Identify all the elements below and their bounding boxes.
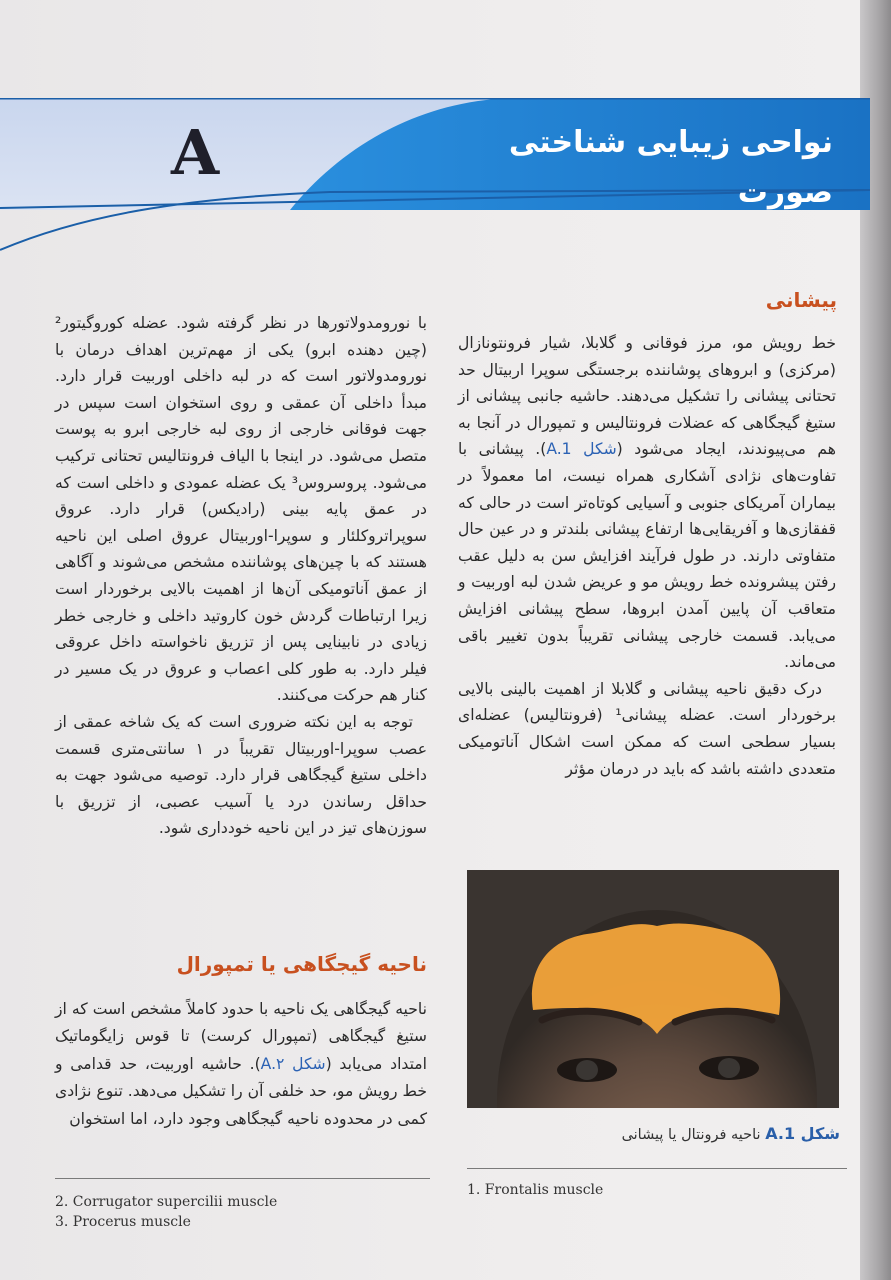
forehead-paragraph-2: درک دقیق ناحیه پیشانی و گلابلا از اهمیت بالینی بالایی برخوردار است. عضله پیشانی¹ (فرونتالیس) عضله‌ای بسیار سطحی است که ممکن است اشکال آناتومیکی متعددی داشته باشد که باید در درمان مؤثر <box>458 679 836 778</box>
figure-a1-link[interactable]: شکل A.1 <box>546 440 617 459</box>
chapter-letter: A <box>170 116 220 189</box>
temporal-text <box>55 996 427 1133</box>
figure-frontal-region-photo <box>467 870 839 1108</box>
footnote-procerus: 3. Procerus muscle <box>55 1214 191 1230</box>
forehead-heading: پیشانی <box>765 288 837 312</box>
figure-caption <box>470 1120 840 1148</box>
face-illustration <box>467 870 839 1108</box>
chapter-title: نواحی زیبایی شناختی صورت <box>508 125 833 210</box>
footnote-divider-right <box>467 1168 847 1169</box>
footnote-divider-left <box>55 1178 430 1179</box>
temporal-text-1: ناحیه گیجگاهی یک ناحیه با حدود کاملاً مشخص است که از ستیغ گیجگاهی (تمپورال کرست) تا قوس زایگوماتیک امتداد می‌یابد ( <box>55 1000 427 1073</box>
left-column <box>55 310 427 842</box>
figure-number: شکل A.1 <box>765 1124 840 1143</box>
right-column <box>458 318 836 782</box>
forehead-paragraph-1 <box>458 330 836 676</box>
forehead-text-2: ). پیشانی با تفاوت‌های نژادی آشکاری همراه نیست، اما معمولاً در بیماران آمریکای جنوبی و آسیایی کوتاه‌تر است در حالی که قفقازی‌ها و آفریقایی‌ها ارتفاع پیشانی بلندتر و در عین حال متفاوتی دارند. در طول فرآیند افزایش سن به دلیل عقب رفتن پیشرونده خط رویش مو و عریض شدن لبه اوربیت و متعاقب آن پایین آمدن ابروها، سطح پیشانی افزایش می‌یابد. قسمت خارجی پیشانی تقریباً بدون تغییر باقی می‌ماند. <box>458 440 836 672</box>
forehead-text-1: خط رویش مو، مرز فوقانی و گلابلا، شیار فرونتونازال (مرکزی) و ابروهای پوشاننده برجستگی سوپرا اربیتال حد تحتانی پیشانی را تشکیل می‌دهند. حاشیه جانبی پیشانی از ستیغ گیجگاهی که عضلات فرونتالیس و تمپورال در آنجا به هم می‌پیوندند، ایجاد می‌شود ( <box>458 334 836 459</box>
temporal-text-2: ). حاشیه اوربیت، حد قدامی و خط رویش مو، حد خلفی آن را تشکیل می‌دهد. تنوع نژادی کمی در محدوده ناحیه گیجگاهی وجود دارد، اما استخوان <box>55 1054 427 1128</box>
temporal-heading: ناحیه گیجگاهی یا تمپورال <box>176 952 427 976</box>
left-paragraph-1: با نورومدولاتورها در نظر گرفته شود. عضله کوروگیتور² (چین دهنده ابرو) یکی از مهم‌ترین اهداف درمان با نورومدولاتور است که در لبه داخلی اوربیت قرار دارد. مبدأ داخلی آن عمقی و روی استخوان است سپس در جهت فوقانی خارجی از روی لبه خارجی ابرو به پوست متصل می‌شود. در اینجا با الیاف فرونتالیس تحتانی ترکیب می‌شود. پروسروس³ یک عضله عمودی و داخلی است که در عمق پایه بینی (رادیکس) قرار دارد. عروق سوپراتروکلئار و سوپرا-اوربیتال عروق اصلی این ناحیه هستند که با چین‌های پوشاننده مشخص می‌شوند و آگاهی از عمق آناتومیکی آن‌ها از اهمیت بالایی برخوردار است زیرا ارتباطات گردش خون کاروتید داخلی و خارجی خطر زیادی در نابینایی پس از تزریق ناخواسته داخل عروقی فیلر دارد. به طور کلی اعصاب و عروق در یک مسیر در کنار هم حرکت می‌کنند. <box>55 314 427 705</box>
figure-a2-link[interactable]: شکل A.۲ <box>260 1054 326 1073</box>
temporal-paragraph <box>55 996 427 1133</box>
footnote-corrugator: 2. Corrugator supercilii muscle <box>55 1194 278 1210</box>
footnote-frontalis: 1. Frontalis muscle <box>467 1182 604 1198</box>
figure-caption-text: ناحیه فرونتال یا پیشانی <box>621 1127 761 1143</box>
left-paragraph-2: توجه به این نکته ضروری است که یک شاخه عمقی از عصب سوپرا-اوربیتال تقریباً در ۱ سانتی‌متری قسمت داخلی ستیغ گیجگاهی قرار دارد. توصیه می‌شود جهت به حداقل رساندن درد یا آسیب عصبی، از تزریق با سوزن‌های تیز در این ناحیه خودداری شود. <box>55 712 427 838</box>
